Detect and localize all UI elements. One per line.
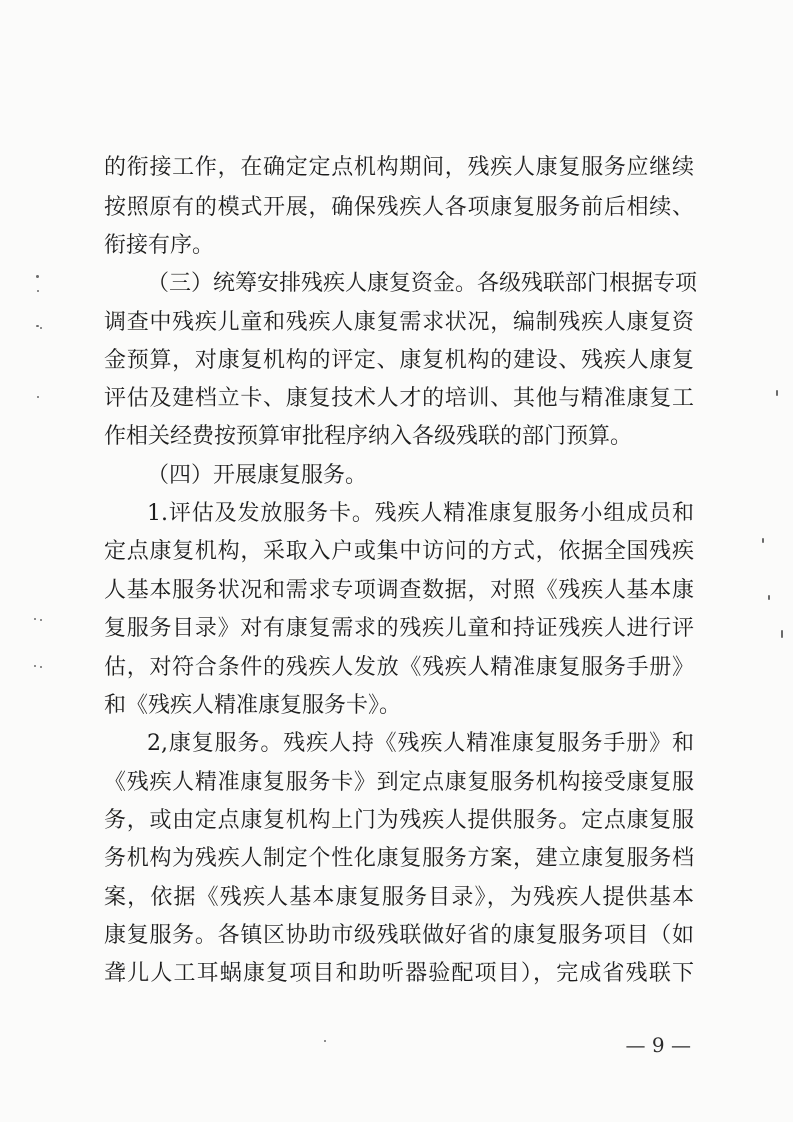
scan-speck — [768, 595, 770, 600]
text-line-18: 务，或由定点康复机构上门为残疾人提供服务。定点康复服 — [104, 808, 694, 833]
page-number: — 9 — — [625, 1033, 691, 1057]
scan-speck — [36, 275, 39, 278]
scan-speck — [37, 396, 39, 398]
scan-speck — [34, 665, 36, 667]
text-line-1: 的衔接工作，在确定定点机构期间，残疾人康复服务应继续 — [104, 155, 694, 180]
text-line-3: 衔接有序。 — [104, 233, 215, 258]
text-line-12: 人基本服务状况和需求专项调查数据，对照《残疾人基本康 — [104, 578, 694, 603]
text-line-14: 估，对符合条件的残疾人发放《残疾人精准康复服务手册》 — [104, 655, 694, 680]
scan-speck — [762, 538, 764, 543]
text-line-15: 和《残疾人精准康复服务卡》。 — [104, 693, 402, 718]
scan-speck — [40, 327, 42, 329]
item-heading-two: 2,康复服务。残疾人持《残疾人精准康复服务手册》和 — [147, 731, 694, 756]
section-heading-four: （四）开展康复服务。 — [147, 463, 368, 488]
text-line-5: 调查中残疾儿童和残疾人康复需求状况，编制残疾人康复资 — [104, 310, 694, 335]
scan-speck — [40, 619, 42, 621]
text-line-7: 评估及建档立卡、康复技术人才的培训、其他与精准康复工 — [104, 386, 694, 411]
scan-speck — [324, 1040, 326, 1042]
section-heading-three: （三）统筹安排残疾人康复资金。各级残联部门根据专项 — [147, 271, 698, 296]
scan-speck — [36, 325, 39, 327]
scan-speck — [781, 630, 783, 638]
scan-speck — [776, 390, 778, 396]
text-line-19: 务机构为残疾人制定个性化康复服务方案，建立康复服务档 — [104, 846, 694, 871]
scan-speck — [34, 618, 36, 620]
scan-speck — [40, 666, 42, 668]
text-line-21: 康复服务。各镇区协助市级残联做好省的康复服务项目（如 — [104, 923, 694, 948]
item-heading-one: 1.评估及发放服务卡。残疾人精准康复服务小组成员和 — [147, 501, 694, 526]
text-line-20: 案，依据《残疾人基本康复服务目录》，为残疾人提供基本 — [104, 885, 694, 910]
text-line-2: 按照原有的模式开展，确保残疾人各项康复服务前后相续、 — [104, 195, 694, 220]
text-line-11: 定点康复机构，采取入户或集中访问的方式，依据全国残疾 — [104, 539, 694, 564]
text-line-13: 复服务目录》对有康复需求的残疾儿童和持证残疾人进行评 — [104, 616, 694, 641]
text-line-22: 聋儿人工耳蜗康复项目和助听器验配项目），完成省残联下 — [104, 961, 694, 986]
text-line-8: 作相关经费按预算审批程序纳入各级残联的部门预算。 — [104, 424, 633, 449]
text-line-17: 《残疾人精准康复服务卡》到定点康复服务机构接受康复服 — [104, 770, 694, 795]
text-line-6: 金预算，对康复机构的评定、康复机构的建设、残疾人康复 — [104, 348, 694, 373]
scan-speck — [37, 290, 39, 292]
